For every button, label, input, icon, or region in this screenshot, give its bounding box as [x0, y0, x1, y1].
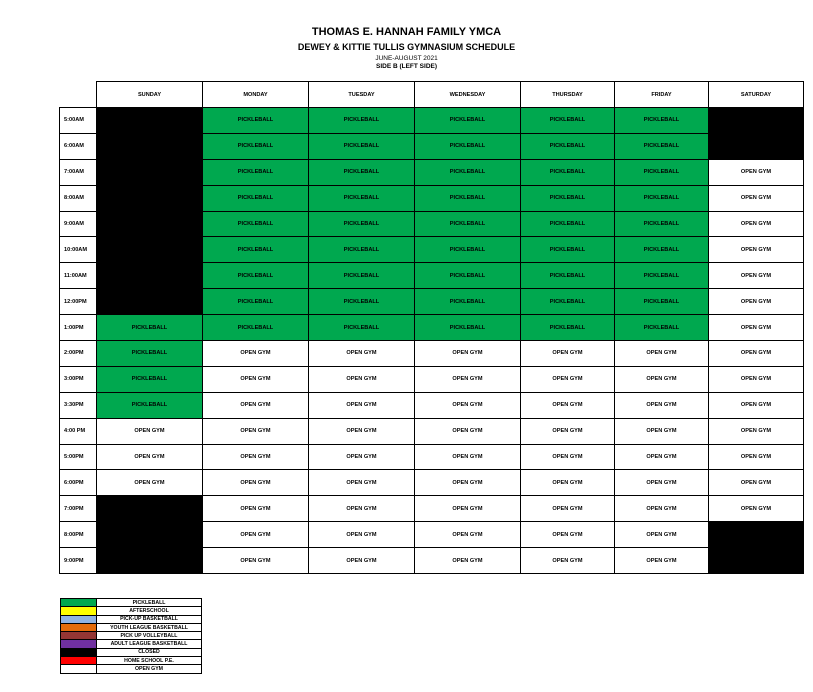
schedule-cell-open-gym: OPEN GYM [309, 548, 415, 574]
schedule-cell-pickleball: PICKLEBALL [415, 159, 521, 185]
schedule-cell-open-gym: OPEN GYM [203, 496, 309, 522]
schedule-cell-open-gym: OPEN GYM [615, 366, 709, 392]
schedule-cell-pickleball: PICKLEBALL [521, 108, 615, 134]
schedule-cell-open-gym: OPEN GYM [521, 418, 615, 444]
legend-row [61, 607, 202, 615]
table-row [60, 185, 804, 211]
schedule-cell-open-gym: OPEN GYM [97, 418, 203, 444]
schedule-cell-closed [97, 289, 203, 315]
schedule-cell-open-gym: OPEN GYM [709, 159, 804, 185]
table-row [60, 159, 804, 185]
schedule-cell-pickleball: PICKLEBALL [521, 315, 615, 341]
schedule-cell-closed [97, 108, 203, 134]
schedule-cell-pickleball: PICKLEBALL [97, 366, 203, 392]
legend-row [61, 640, 202, 648]
schedule-cell-pickleball: PICKLEBALL [615, 289, 709, 315]
schedule-cell-closed [709, 133, 804, 159]
schedule-cell-closed [97, 133, 203, 159]
table-row [60, 315, 804, 341]
time-label: 8:00PM [60, 522, 97, 548]
schedule-cell-pickleball: PICKLEBALL [203, 263, 309, 289]
schedule-cell-pickleball: PICKLEBALL [309, 211, 415, 237]
schedule-cell-open-gym: OPEN GYM [709, 289, 804, 315]
date-range: JUNE-AUGUST 2021 [375, 55, 438, 62]
legend-label: OPEN GYM [97, 665, 202, 673]
schedule-cell-pickleball: PICKLEBALL [203, 211, 309, 237]
schedule-cell-open-gym: OPEN GYM [615, 444, 709, 470]
schedule-cell-open-gym: OPEN GYM [709, 211, 804, 237]
time-label: 9:00PM [60, 548, 97, 574]
schedule-cell-open-gym: OPEN GYM [203, 444, 309, 470]
day-header-wednesday: WEDNESDAY [415, 82, 521, 108]
time-label: 7:00PM [60, 496, 97, 522]
legend-row [61, 623, 202, 631]
schedule-cell-closed [97, 211, 203, 237]
schedule-cell-pickleball: PICKLEBALL [203, 237, 309, 263]
corner-cell [60, 82, 97, 108]
schedule-cell-pickleball: PICKLEBALL [97, 392, 203, 418]
time-label: 5:00AM [60, 108, 97, 134]
schedule-cell-open-gym: OPEN GYM [309, 470, 415, 496]
legend-swatch [61, 657, 97, 665]
schedule-cell-closed [97, 522, 203, 548]
schedule-cell-open-gym: OPEN GYM [415, 341, 521, 367]
schedule-cell-open-gym: OPEN GYM [415, 522, 521, 548]
schedule-cell-open-gym: OPEN GYM [203, 418, 309, 444]
table-row [60, 418, 804, 444]
schedule-cell-pickleball: PICKLEBALL [521, 185, 615, 211]
schedule-table [59, 81, 804, 574]
schedule-cell-open-gym: OPEN GYM [309, 444, 415, 470]
schedule-cell-pickleball: PICKLEBALL [415, 185, 521, 211]
day-header-sunday: SUNDAY [97, 82, 203, 108]
table-row [60, 211, 804, 237]
schedule-cell-open-gym: OPEN GYM [97, 470, 203, 496]
legend-swatch [61, 607, 97, 615]
day-header-saturday: SATURDAY [709, 82, 804, 108]
legend-row [61, 599, 202, 607]
legend-swatch [61, 615, 97, 623]
schedule-cell-pickleball: PICKLEBALL [97, 341, 203, 367]
schedule-cell-open-gym: OPEN GYM [521, 496, 615, 522]
schedule-cell-pickleball: PICKLEBALL [203, 159, 309, 185]
schedule-cell-closed [97, 496, 203, 522]
legend-swatch [61, 623, 97, 631]
time-label: 10:00AM [60, 237, 97, 263]
time-label: 3:00PM [60, 366, 97, 392]
schedule-cell-open-gym: OPEN GYM [615, 341, 709, 367]
legend-table [60, 598, 202, 674]
day-header-monday: MONDAY [203, 82, 309, 108]
table-row [60, 263, 804, 289]
table-row [60, 548, 804, 574]
schedule-cell-pickleball: PICKLEBALL [521, 237, 615, 263]
day-header-thursday: THURSDAY [521, 82, 615, 108]
schedule-cell-open-gym: OPEN GYM [415, 548, 521, 574]
schedule-cell-closed [97, 548, 203, 574]
legend-label: PICK UP VOLLEYBALL [97, 632, 202, 640]
schedule-cell-pickleball: PICKLEBALL [309, 185, 415, 211]
table-row [60, 496, 804, 522]
schedule-cell-pickleball: PICKLEBALL [415, 133, 521, 159]
schedule-cell-open-gym: OPEN GYM [709, 496, 804, 522]
schedule-cell-closed [709, 522, 804, 548]
schedule-cell-closed [97, 263, 203, 289]
legend-swatch [61, 632, 97, 640]
schedule-cell-open-gym: OPEN GYM [615, 418, 709, 444]
table-row [60, 341, 804, 367]
schedule-cell-open-gym: OPEN GYM [203, 366, 309, 392]
time-label: 8:00AM [60, 185, 97, 211]
time-label: 11:00AM [60, 263, 97, 289]
schedule-cell-open-gym: OPEN GYM [615, 470, 709, 496]
schedule-cell-open-gym: OPEN GYM [709, 392, 804, 418]
legend-label: YOUTH LEAGUE BASKETBALL [97, 623, 202, 631]
schedule-cell-open-gym: OPEN GYM [415, 470, 521, 496]
schedule-cell-open-gym: OPEN GYM [521, 392, 615, 418]
schedule-cell-open-gym: OPEN GYM [521, 522, 615, 548]
schedule-cell-pickleball: PICKLEBALL [615, 211, 709, 237]
schedule-cell-pickleball: PICKLEBALL [309, 315, 415, 341]
schedule-cell-open-gym: OPEN GYM [615, 548, 709, 574]
schedule-cell-open-gym: OPEN GYM [709, 237, 804, 263]
schedule-cell-open-gym: OPEN GYM [309, 341, 415, 367]
schedule-cell-open-gym: OPEN GYM [203, 341, 309, 367]
schedule-cell-open-gym: OPEN GYM [521, 548, 615, 574]
table-row [60, 392, 804, 418]
schedule-cell-pickleball: PICKLEBALL [309, 263, 415, 289]
table-row [60, 522, 804, 548]
legend-swatch [61, 599, 97, 607]
schedule-cell-pickleball: PICKLEBALL [309, 237, 415, 263]
schedule-cell-open-gym: OPEN GYM [521, 444, 615, 470]
schedule-cell-closed [97, 185, 203, 211]
legend-row [61, 657, 202, 665]
table-row [60, 470, 804, 496]
schedule-cell-open-gym: OPEN GYM [415, 496, 521, 522]
schedule-cell-pickleball: PICKLEBALL [203, 185, 309, 211]
schedule-cell-pickleball: PICKLEBALL [203, 315, 309, 341]
schedule-cell-pickleball: PICKLEBALL [97, 315, 203, 341]
time-label: 5:00PM [60, 444, 97, 470]
schedule-cell-open-gym: OPEN GYM [203, 548, 309, 574]
time-label: 6:00AM [60, 133, 97, 159]
page-title: THOMAS E. HANNAH FAMILY YMCA [311, 26, 502, 38]
schedule-cell-pickleball: PICKLEBALL [615, 315, 709, 341]
schedule-cell-open-gym: OPEN GYM [615, 392, 709, 418]
day-header-friday: FRIDAY [615, 82, 709, 108]
schedule-cell-open-gym: OPEN GYM [709, 366, 804, 392]
schedule-cell-open-gym: OPEN GYM [309, 522, 415, 548]
table-row [60, 289, 804, 315]
legend-swatch [61, 648, 97, 656]
schedule-cell-open-gym: OPEN GYM [309, 496, 415, 522]
schedule-cell-pickleball: PICKLEBALL [203, 289, 309, 315]
schedule-cell-open-gym: OPEN GYM [415, 392, 521, 418]
time-label: 7:00AM [60, 159, 97, 185]
legend-row [61, 632, 202, 640]
side-label: SIDE B (LEFT SIDE) [375, 63, 438, 70]
schedule-cell-closed [709, 548, 804, 574]
time-label: 9:00AM [60, 211, 97, 237]
schedule-cell-pickleball: PICKLEBALL [309, 108, 415, 134]
legend-swatch [61, 665, 97, 673]
legend-label: AFTERSCHOOL [97, 607, 202, 615]
legend-row [61, 615, 202, 623]
schedule-cell-pickleball: PICKLEBALL [615, 108, 709, 134]
schedule-cell-pickleball: PICKLEBALL [415, 108, 521, 134]
schedule-cell-open-gym: OPEN GYM [415, 366, 521, 392]
day-header-tuesday: TUESDAY [309, 82, 415, 108]
schedule-cell-open-gym: OPEN GYM [203, 522, 309, 548]
schedule-cell-open-gym: OPEN GYM [309, 418, 415, 444]
legend-label: HOME SCHOOL P.E. [97, 657, 202, 665]
legend-label: PICKLEBALL [97, 599, 202, 607]
legend-swatch [61, 640, 97, 648]
table-row [60, 444, 804, 470]
schedule-cell-open-gym: OPEN GYM [521, 470, 615, 496]
schedule-cell-pickleball: PICKLEBALL [309, 159, 415, 185]
table-row [60, 366, 804, 392]
day-header-row [60, 82, 804, 108]
schedule-cell-open-gym: OPEN GYM [309, 366, 415, 392]
schedule-cell-pickleball: PICKLEBALL [615, 237, 709, 263]
schedule-cell-pickleball: PICKLEBALL [521, 289, 615, 315]
schedule-cell-open-gym: OPEN GYM [521, 366, 615, 392]
schedule-cell-pickleball: PICKLEBALL [415, 237, 521, 263]
time-label: 4:00 PM [60, 418, 97, 444]
schedule-cell-open-gym: OPEN GYM [415, 444, 521, 470]
table-row [60, 237, 804, 263]
schedule-cell-pickleball: PICKLEBALL [415, 211, 521, 237]
time-label: 1:00PM [60, 315, 97, 341]
legend-label: PICK-UP BASKETBALL [97, 615, 202, 623]
schedule-cell-open-gym: OPEN GYM [309, 392, 415, 418]
schedule-cell-open-gym: OPEN GYM [203, 392, 309, 418]
schedule-cell-open-gym: OPEN GYM [521, 341, 615, 367]
schedule-cell-open-gym: OPEN GYM [615, 522, 709, 548]
schedule-cell-pickleball: PICKLEBALL [521, 133, 615, 159]
time-label: 3:30PM [60, 392, 97, 418]
schedule-cell-pickleball: PICKLEBALL [309, 133, 415, 159]
schedule-cell-pickleball: PICKLEBALL [203, 133, 309, 159]
table-row [60, 133, 804, 159]
schedule-cell-open-gym: OPEN GYM [709, 418, 804, 444]
schedule-cell-pickleball: PICKLEBALL [521, 211, 615, 237]
schedule-cell-closed [709, 108, 804, 134]
schedule-cell-pickleball: PICKLEBALL [521, 263, 615, 289]
schedule-cell-open-gym: OPEN GYM [709, 470, 804, 496]
schedule-cell-pickleball: PICKLEBALL [415, 263, 521, 289]
schedule-cell-open-gym: OPEN GYM [709, 444, 804, 470]
schedule-cell-open-gym: OPEN GYM [709, 185, 804, 211]
schedule-cell-pickleball: PICKLEBALL [615, 263, 709, 289]
time-label: 12:00PM [60, 289, 97, 315]
schedule-cell-open-gym: OPEN GYM [709, 315, 804, 341]
table-row [60, 108, 804, 134]
schedule-cell-open-gym: OPEN GYM [709, 341, 804, 367]
schedule-cell-open-gym: OPEN GYM [415, 418, 521, 444]
legend-label: CLOSED [97, 648, 202, 656]
schedule-cell-open-gym: OPEN GYM [203, 470, 309, 496]
time-label: 6:00PM [60, 470, 97, 496]
time-label: 2:00PM [60, 341, 97, 367]
legend-label: ADULT LEAGUE BASKETBALL [97, 640, 202, 648]
schedule-cell-closed [97, 237, 203, 263]
schedule-cell-pickleball: PICKLEBALL [615, 159, 709, 185]
schedule-cell-pickleball: PICKLEBALL [203, 108, 309, 134]
schedule-cell-pickleball: PICKLEBALL [415, 289, 521, 315]
schedule-cell-open-gym: OPEN GYM [615, 496, 709, 522]
schedule-cell-open-gym: OPEN GYM [97, 444, 203, 470]
schedule-cell-closed [97, 159, 203, 185]
schedule-cell-pickleball: PICKLEBALL [415, 315, 521, 341]
schedule-cell-pickleball: PICKLEBALL [309, 289, 415, 315]
schedule-cell-pickleball: PICKLEBALL [521, 159, 615, 185]
legend-row [61, 648, 202, 656]
legend-row [61, 665, 202, 673]
schedule-cell-pickleball: PICKLEBALL [615, 133, 709, 159]
schedule-cell-pickleball: PICKLEBALL [615, 185, 709, 211]
page-subtitle: DEWEY & KITTIE TULLIS GYMNASIUM SCHEDULE [297, 42, 516, 52]
schedule-cell-open-gym: OPEN GYM [709, 263, 804, 289]
